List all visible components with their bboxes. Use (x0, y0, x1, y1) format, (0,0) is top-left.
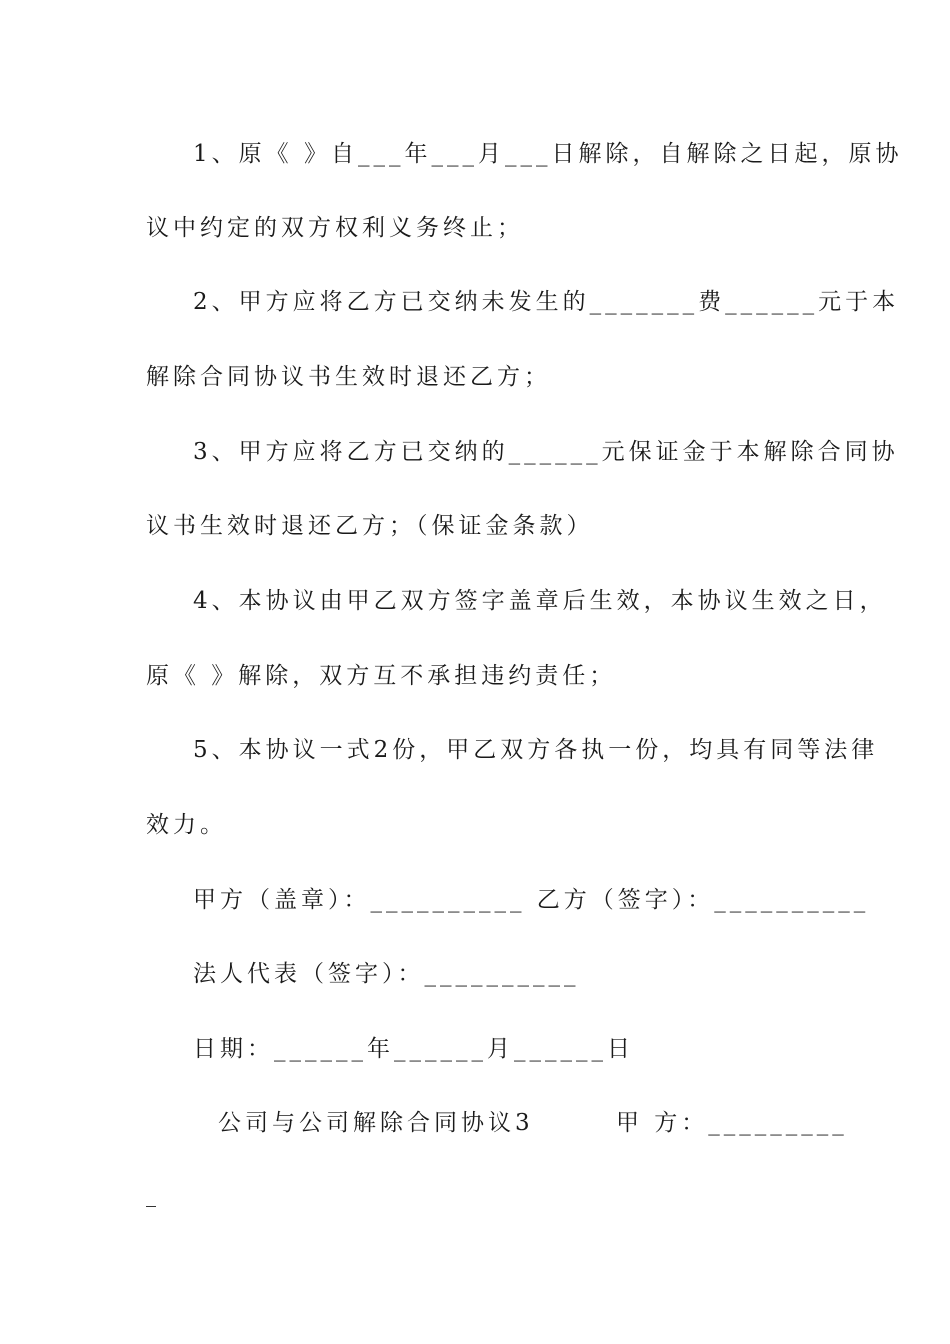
clause-3-line-1: 3、甲方应将乙方已交纳的______元保证金于本解除合同协 (193, 439, 899, 465)
underline-continuation (146, 1206, 156, 1207)
signature-legal-rep: 法人代表（签字）：__________ (193, 961, 580, 987)
clause-5-line-1: 5、本协议一式2份，甲乙双方各执一份，均具有同等法律 (193, 737, 879, 763)
signature-date: 日期：______年______月______日 (193, 1036, 634, 1062)
clause-2-line-1: 2、甲方应将乙方已交纳未发生的_______费______元于本 (193, 289, 900, 315)
clause-1-line-2: 议中约定的双方权利义务终止； (146, 215, 524, 241)
clause-4-line-2: 原《 》解除，双方互不承担违约责任； (146, 663, 617, 689)
clause-3-line-2: 议书生效时退还乙方；（保证金条款） (146, 513, 594, 539)
next-section-title: 公司与公司解除合同协议3 (218, 1110, 534, 1136)
signature-parties: 甲方（盖章）：__________ 乙方（签字）：__________ (193, 887, 870, 913)
next-section-party-a: 甲 方：_________ (616, 1110, 848, 1136)
clause-2-line-2: 解除合同协议书生效时退还乙方； (146, 364, 551, 390)
clause-5-line-2: 效力。 (146, 812, 227, 838)
clause-1-line-1: 1、原《 》自___年___月___日解除，自解除之日起，原协 (193, 141, 903, 167)
clause-4-line-1: 4、本协议由甲乙双方签字盖章后生效，本协议生效之日， (193, 588, 887, 614)
